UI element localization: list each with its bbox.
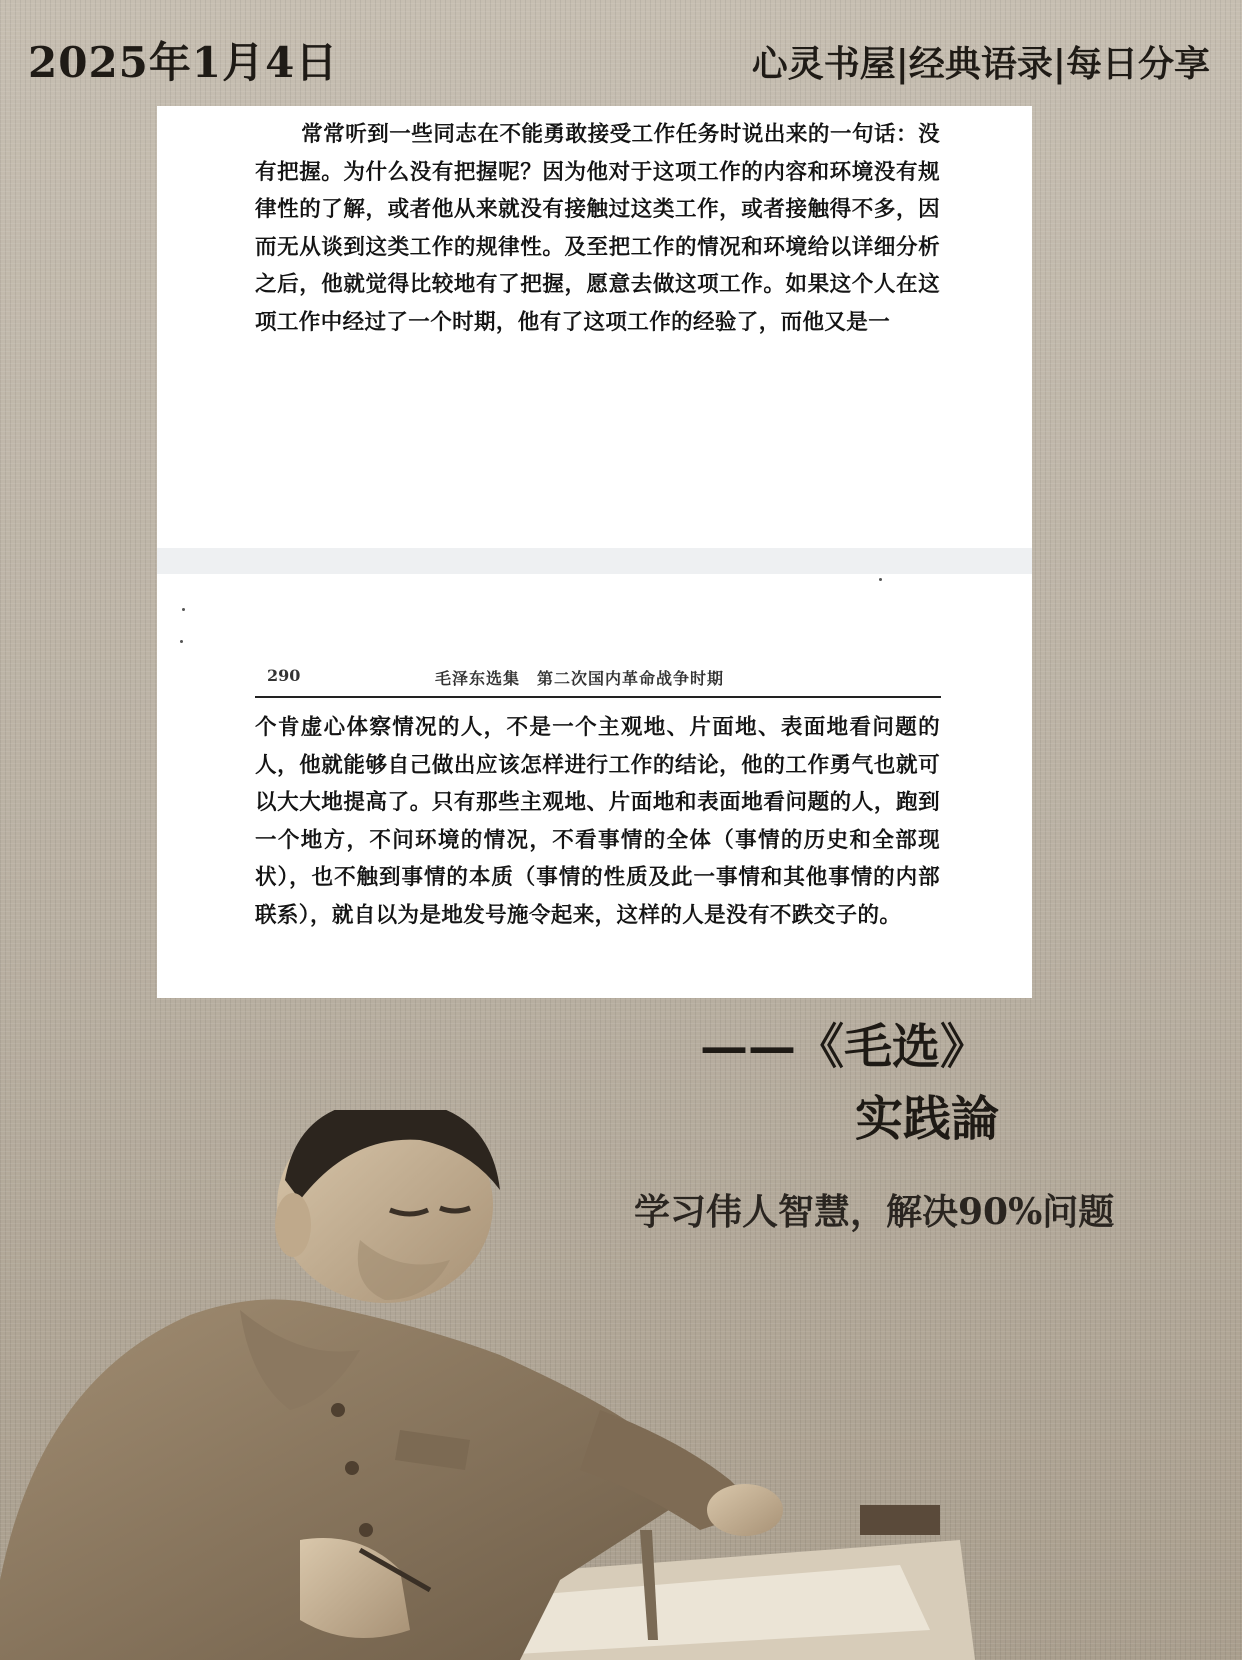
running-head-title: 毛泽东选集 第二次国内革命战争时期	[435, 669, 725, 688]
header-tagline: 心灵书屋|经典语录|每日分享	[751, 43, 1210, 85]
slogan: 学习伟人智慧，解决90%问题	[634, 1191, 1115, 1233]
running-head	[255, 660, 941, 698]
print-speck	[879, 578, 882, 581]
attribution-subtitle: 实践論	[855, 1091, 1000, 1147]
book-page-scan	[157, 106, 1032, 998]
page-number: 290	[267, 666, 301, 685]
print-speck	[180, 640, 183, 643]
header-date: 2025年1月4日	[28, 38, 339, 87]
portrait-icon	[0, 1110, 980, 1660]
book-page-upper	[157, 106, 1032, 548]
book-page-lower	[157, 574, 1032, 998]
quote-paragraph-1-text: 常常听到一些同志在不能勇敢接受工作任务时说出来的一句话：没有把握。为什么没有把握呢？因为他对于这项工作的内容和环境没有规律性的了解，或者他从来就没有接触过这类工作，或者接触得不多，因而无从谈到这类工作的规律性。及至把工作的情况和环境给以详细分析之后，他就觉得比较地有了把握，愿意去做这项工作。如果这个人在这项工作中经过了一个时期，他有了这项工作的经验了，而他又是一	[255, 122, 940, 335]
quote-paragraph-2: 个肯虚心体察情况的人，不是一个主观地、片面地、表面地看问题的人，他就能够自己做出应该怎样进行工作的结论，他的工作勇气也就可以大大地提高了。只有那些主观地、片面地和表面地看问题的人，跑到一个地方，不问环境的情况，不看事情的全体（事情的历史和全部现状），也不触到事情的本质（事情的性质及此一事情和其他事情的内部联系），就自以为是地发号施令起来，这样的人是没有不跌交子的。	[255, 715, 940, 928]
print-speck	[182, 608, 185, 611]
page-seam	[157, 548, 1032, 574]
quote-paragraph-1	[255, 116, 940, 341]
attribution-source: ——《毛选》	[700, 1019, 989, 1075]
